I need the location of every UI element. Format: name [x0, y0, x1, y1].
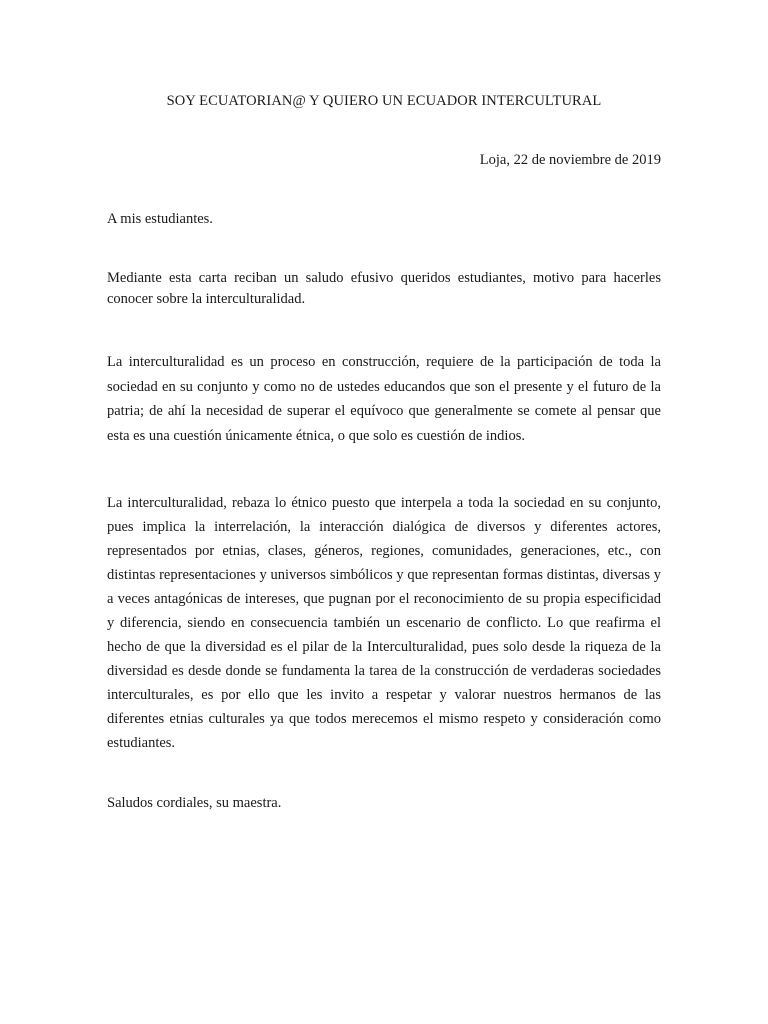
- paragraph-diversity: La interculturalidad, rebaza lo étnico puesto que interpela a toda la sociedad en su conjunto, pues implica la interrelación, la interacción dialógica de diversos y diferentes actores, representados por etnias, clases, géneros, regiones, comunidades, generaciones, etc., con distintas representaciones y universos simbólicos y que representan formas distintas, diversas y a veces antagónicas de intereses, que pugnan por el reconocimiento de su propia especificidad y diferencia, siendo en consecuencia también un escenario de conflicto. Lo que reafirma el hecho de que la diversidad es el pilar de la Interculturalidad, pues solo desde la riqueza de la diversidad es desde donde se fundamenta la tarea de la construcción de verdaderas sociedades interculturales, es por ello que les invito a respetar y valorar nuestros hermanos de las diferentes etnias culturales ya que todos merecemos el mismo respeto y consideración como estudiantes.: [107, 495, 661, 751]
- letter-title: SOY ECUATORIAN@ Y QUIERO UN ECUADOR INTERCULTURAL: [166, 93, 602, 109]
- letter-closing: Saludos cordiales, su maestra.: [107, 795, 282, 811]
- paragraph-intro: Mediante esta carta reciban un saludo efusivo queridos estudiantes, motivo para hacerles conocer sobre la interculturalidad.: [107, 270, 661, 307]
- letter-date: Loja, 22 de noviembre de 2019: [479, 152, 661, 168]
- paragraph-construction: La interculturalidad es un proceso en construcción, requiere de la participación de toda la sociedad en su conjunto y como no de ustedes educandos que son el presente y el futuro de la patria; de ahí la necesidad de superar el equívoco que generalmente se comete al pensar que esta es una cuestión únicamente étnica, o que solo es cuestión de indios.: [107, 354, 661, 444]
- letter-salutation: A mis estudiantes.: [107, 211, 213, 227]
